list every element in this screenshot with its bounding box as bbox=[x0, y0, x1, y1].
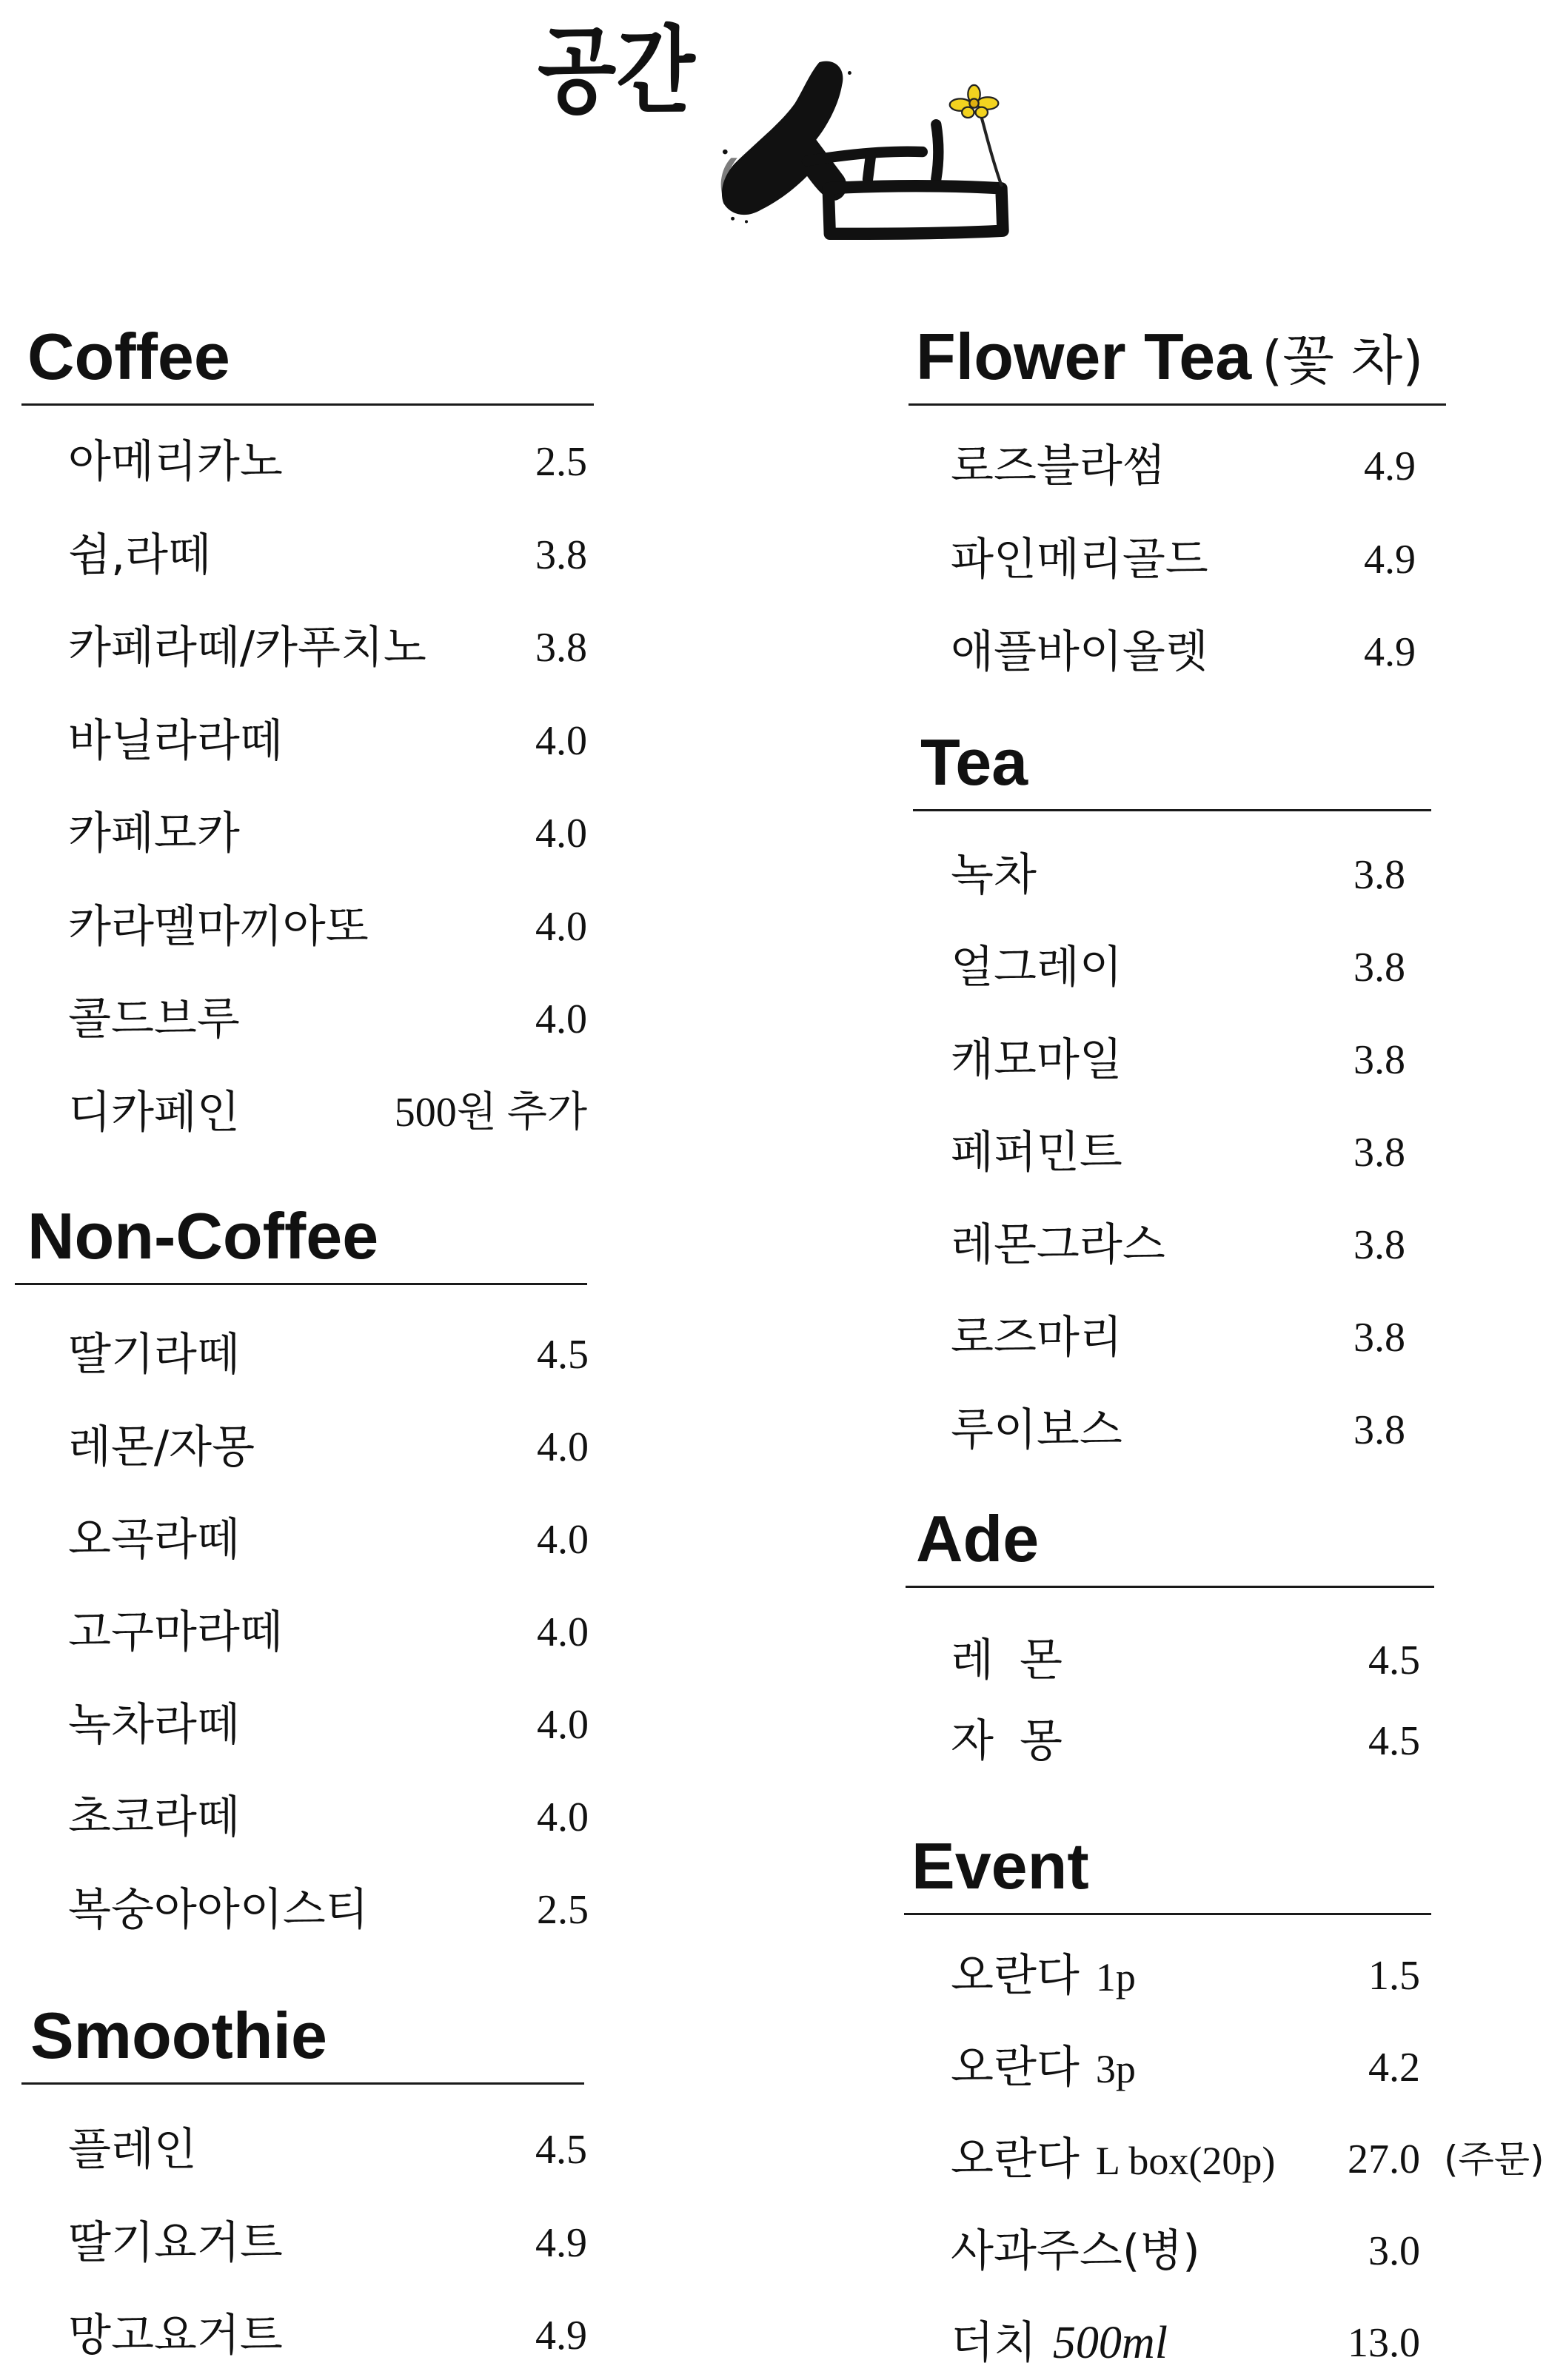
item-price: 13.0 bbox=[1348, 2320, 1420, 2366]
section-divider bbox=[15, 1283, 587, 1285]
item-price: 3.8 bbox=[1353, 1037, 1405, 1083]
item-name-group bbox=[951, 2309, 1168, 2377]
section-title bbox=[920, 725, 1028, 799]
item-price: 4.0 bbox=[537, 1517, 589, 1563]
item-name-group bbox=[951, 1942, 1136, 2010]
menu-item bbox=[15, 1876, 587, 1944]
brush-stroke bbox=[936, 124, 938, 179]
item-name: 루이보스 bbox=[951, 1404, 1122, 1456]
item-price: 2.5 bbox=[537, 1887, 589, 1933]
brush-logo-graphic bbox=[719, 58, 1015, 240]
menu-item bbox=[904, 2309, 1431, 2377]
menu-item bbox=[21, 2302, 587, 2370]
item-name: 오란다 bbox=[951, 2133, 1080, 2185]
menu-item bbox=[15, 1691, 587, 1759]
item-name-group bbox=[951, 2217, 1200, 2285]
item-price: 27.0 bbox=[1348, 2136, 1420, 2182]
item-price: 4.0 bbox=[535, 717, 587, 764]
menu-item bbox=[913, 933, 1431, 1002]
item-name: 쉼,라떼 bbox=[68, 529, 211, 581]
section-title-text: Coffee bbox=[27, 320, 230, 393]
section-divider bbox=[21, 2082, 584, 2085]
item-price: 4.0 bbox=[535, 903, 587, 950]
menu-item bbox=[904, 2125, 1545, 2193]
item-name: 얼그레이 bbox=[951, 942, 1122, 993]
brush-speck bbox=[723, 150, 728, 155]
section-title-text: Flower Tea bbox=[916, 320, 1252, 393]
menu-item bbox=[913, 841, 1431, 909]
item-name: 오란다 bbox=[951, 1950, 1080, 2002]
item-price: 4.0 bbox=[537, 1794, 589, 1840]
section-title bbox=[911, 1829, 1089, 1903]
item-name: 아메리카노 bbox=[68, 436, 283, 488]
item-price: 3.8 bbox=[535, 532, 587, 578]
menu-item bbox=[906, 1707, 1434, 1775]
section-header bbox=[21, 1991, 584, 2085]
item-price: 3.8 bbox=[1353, 1222, 1405, 1268]
menu-item bbox=[909, 618, 1446, 686]
item-name: 복숭아아이스티 bbox=[68, 1884, 369, 1936]
section-title-text: Ade bbox=[916, 1502, 1040, 1575]
section-header bbox=[21, 312, 594, 406]
item-price: 4.5 bbox=[537, 1332, 589, 1378]
brand-title: 공간 bbox=[538, 16, 695, 127]
section-title-text: Event bbox=[911, 1829, 1089, 1903]
item-list bbox=[913, 841, 1431, 1464]
item-name: 고구마라떼 bbox=[68, 1606, 283, 1658]
section-header bbox=[904, 1821, 1431, 1915]
menu-item bbox=[904, 2034, 1431, 2102]
brush-stroke bbox=[868, 155, 871, 179]
menu-item bbox=[904, 1942, 1431, 2010]
item-name: 초코라떼 bbox=[68, 1791, 240, 1843]
item-price: 4.0 bbox=[535, 996, 587, 1042]
menu-item bbox=[21, 985, 594, 1053]
brush-speck bbox=[731, 217, 735, 221]
item-name: 플레인 bbox=[68, 2124, 197, 2176]
item-name: 애플바이올렛 bbox=[951, 626, 1208, 678]
item-name: 바닐라라떼 bbox=[68, 714, 283, 767]
menu-section-coffee bbox=[21, 312, 594, 1147]
item-detail: 1p bbox=[1095, 1955, 1136, 1999]
item-list bbox=[21, 428, 594, 1147]
item-price: 4.0 bbox=[537, 1424, 589, 1470]
section-title-text: Smoothie bbox=[30, 1999, 327, 2072]
section-title bbox=[30, 1999, 327, 2072]
menu-section-event bbox=[904, 1821, 1545, 2377]
item-name: 딸기요거트 bbox=[68, 2216, 283, 2269]
brush-stroke bbox=[829, 186, 1003, 234]
menu-section-ade bbox=[906, 1494, 1434, 1775]
item-name: 녹차라떼 bbox=[68, 1699, 240, 1751]
section-title-note: (꽃 차) bbox=[1262, 329, 1424, 392]
menu-item bbox=[906, 1626, 1434, 1695]
menu-item bbox=[21, 707, 594, 775]
menu-item bbox=[913, 1119, 1431, 1187]
item-name: 사과주스(병) bbox=[951, 2225, 1200, 2277]
item-name: 레몬그라스 bbox=[951, 1219, 1165, 1271]
item-list bbox=[21, 2116, 587, 2370]
brush-speck bbox=[848, 71, 851, 75]
item-price: 3.8 bbox=[1353, 852, 1405, 898]
menu-item bbox=[913, 1026, 1431, 1094]
item-name: 캐모마일 bbox=[951, 1034, 1122, 1086]
item-name: 로즈마리 bbox=[951, 1312, 1122, 1364]
brush-speck bbox=[745, 220, 748, 223]
menu-item bbox=[909, 432, 1446, 500]
menu-section-smoothie bbox=[21, 1991, 587, 2370]
item-name: 디카페인 bbox=[68, 1086, 240, 1139]
item-name: 카페모카 bbox=[68, 808, 240, 859]
order-note: (주문) bbox=[1444, 2138, 1545, 2181]
section-divider bbox=[909, 403, 1446, 406]
menu-item bbox=[21, 2116, 587, 2184]
item-price: 4.0 bbox=[537, 1609, 589, 1655]
section-title bbox=[916, 1502, 1040, 1575]
section-divider bbox=[906, 1586, 1434, 1588]
item-name: 파인메리골드 bbox=[951, 533, 1208, 586]
menu-item bbox=[15, 1413, 587, 1481]
section-divider bbox=[21, 403, 594, 406]
section-title bbox=[27, 320, 230, 393]
item-name-group bbox=[951, 2034, 1136, 2102]
item-price: 2.5 bbox=[535, 439, 587, 485]
menu-item bbox=[21, 521, 594, 589]
menu-item bbox=[15, 1783, 587, 1851]
item-detail: 3p bbox=[1095, 2047, 1136, 2091]
menu-item bbox=[15, 1506, 587, 1574]
menu-section-non-coffee bbox=[15, 1191, 587, 1944]
menu-item bbox=[913, 1304, 1431, 1372]
item-price: 3.8 bbox=[1353, 1407, 1405, 1453]
item-price: 4.9 bbox=[1364, 536, 1416, 583]
item-name: 콜드브루 bbox=[68, 993, 240, 1045]
section-divider bbox=[904, 1913, 1431, 1915]
section-title bbox=[27, 1199, 379, 1273]
item-price: 4.5 bbox=[535, 2127, 587, 2173]
item-name: 로즈블라썸 bbox=[951, 440, 1165, 492]
item-name: 더치 bbox=[951, 2317, 1037, 2369]
item-price: 4.0 bbox=[535, 811, 587, 857]
item-list bbox=[15, 1321, 587, 1944]
menu-item bbox=[21, 428, 594, 496]
item-name: 카라멜마끼아또 bbox=[68, 900, 369, 953]
section-header bbox=[15, 1191, 587, 1285]
item-price: 3.8 bbox=[535, 625, 587, 671]
menu-item bbox=[913, 1396, 1431, 1464]
section-title-text: Non-Coffee bbox=[27, 1199, 379, 1273]
menu-item bbox=[21, 614, 594, 682]
brush-stroke bbox=[807, 152, 923, 161]
menu-item bbox=[15, 1321, 587, 1389]
item-price: 3.8 bbox=[1353, 1315, 1405, 1361]
item-name-group bbox=[951, 2125, 1275, 2193]
item-price: 4.5 bbox=[1368, 1637, 1420, 1683]
flower-stem bbox=[980, 113, 1002, 185]
brand-logo bbox=[719, 58, 1015, 240]
menu-item bbox=[21, 2209, 587, 2277]
item-price: 4.9 bbox=[1364, 629, 1416, 675]
item-price: 1.5 bbox=[1368, 1953, 1420, 1999]
item-price: 3.8 bbox=[1353, 945, 1405, 990]
menu-item bbox=[21, 893, 594, 961]
item-name: 자 몽 bbox=[951, 1715, 1068, 1767]
item-price: 4.9 bbox=[535, 2219, 587, 2266]
section-title bbox=[916, 320, 1424, 394]
section-header bbox=[913, 717, 1431, 811]
flower-icon bbox=[950, 85, 999, 118]
item-name: 녹차 bbox=[951, 849, 1037, 901]
item-name: 레몬/자몽 bbox=[68, 1421, 255, 1473]
section-title-text: Tea bbox=[920, 725, 1028, 799]
section-divider bbox=[913, 809, 1431, 811]
item-list bbox=[904, 1942, 1545, 2377]
menu-section-flower-tea bbox=[909, 312, 1446, 686]
item-name: 망고요거트 bbox=[68, 2310, 283, 2361]
item-name: 오란다 bbox=[951, 2042, 1080, 2094]
item-price: 4.0 bbox=[537, 1702, 589, 1748]
item-name: 오곡라떼 bbox=[68, 1514, 240, 1566]
menu-item bbox=[909, 526, 1446, 594]
item-detail: 500ml bbox=[1052, 2318, 1168, 2368]
item-name: 페퍼민트 bbox=[951, 1127, 1122, 1179]
menu-section-tea bbox=[913, 717, 1431, 1464]
item-list bbox=[909, 432, 1446, 686]
item-price: 500원 추가 bbox=[394, 1089, 587, 1136]
menu-item bbox=[21, 800, 594, 868]
item-price: 3.0 bbox=[1368, 2228, 1420, 2274]
item-price: 4.5 bbox=[1368, 1718, 1420, 1764]
item-name: 카페라떼/카푸치노 bbox=[68, 622, 426, 674]
menu-item bbox=[904, 2217, 1431, 2285]
menu-item bbox=[913, 1211, 1431, 1279]
item-price: 4.9 bbox=[535, 2313, 587, 2359]
item-price: 4.2 bbox=[1368, 2045, 1420, 2091]
item-price: 4.9 bbox=[1364, 443, 1416, 489]
section-header bbox=[909, 312, 1446, 406]
item-name: 딸기라떼 bbox=[68, 1329, 240, 1381]
item-name: 레 몬 bbox=[951, 1635, 1068, 1686]
item-price: 3.8 bbox=[1353, 1130, 1405, 1176]
item-detail: L box(20p) bbox=[1095, 2139, 1276, 2183]
menu-item bbox=[21, 1079, 594, 1147]
item-list bbox=[906, 1626, 1434, 1775]
menu-item bbox=[15, 1598, 587, 1666]
section-header bbox=[906, 1494, 1434, 1588]
